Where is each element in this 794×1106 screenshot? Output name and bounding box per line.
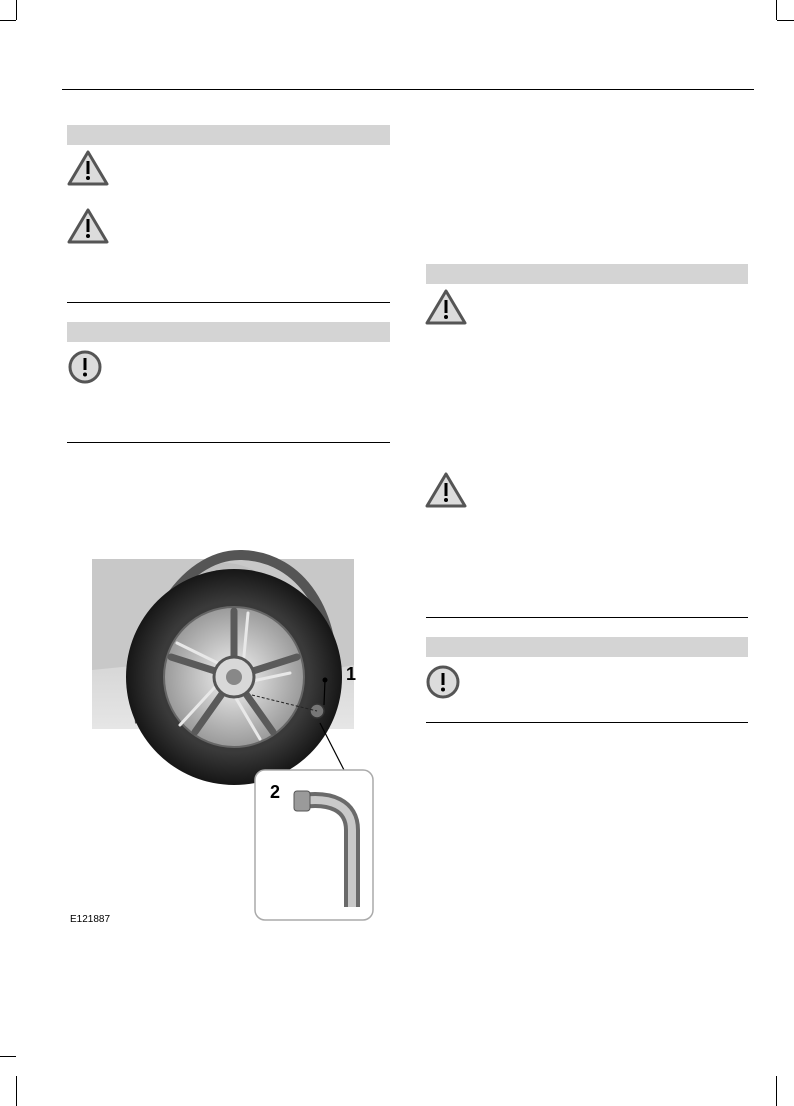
section-rule: [67, 442, 390, 443]
warning-heading-band: [426, 264, 748, 284]
warning-triangle-icon: [425, 288, 467, 326]
crop-mark: [16, 0, 17, 20]
caution-heading-band: [426, 637, 748, 657]
wheel-illustration: [62, 545, 390, 930]
warning-triangle-icon: [67, 207, 109, 245]
callout-1: 1: [346, 664, 357, 684]
wheel-figure: [62, 545, 390, 930]
section-rule: [426, 617, 748, 618]
warning-heading-band: [67, 125, 390, 145]
warning-triangle-icon: [425, 471, 467, 509]
crop-mark: [0, 20, 16, 21]
callout-2: 2: [270, 782, 281, 802]
section-rule: [426, 722, 748, 723]
section-rule: [67, 302, 390, 303]
crop-mark: [776, 1076, 777, 1106]
figure-caption: E121887: [70, 914, 111, 925]
warning-triangle-icon: [67, 149, 109, 187]
crop-mark: [777, 20, 794, 21]
crop-mark: [16, 1076, 17, 1106]
crop-mark: [776, 0, 777, 20]
caution-exclamation-icon: [67, 349, 103, 385]
header-rule: [62, 89, 754, 90]
crop-mark: [0, 1056, 16, 1057]
caution-exclamation-icon: [425, 664, 461, 700]
caution-heading-band: [67, 322, 390, 342]
